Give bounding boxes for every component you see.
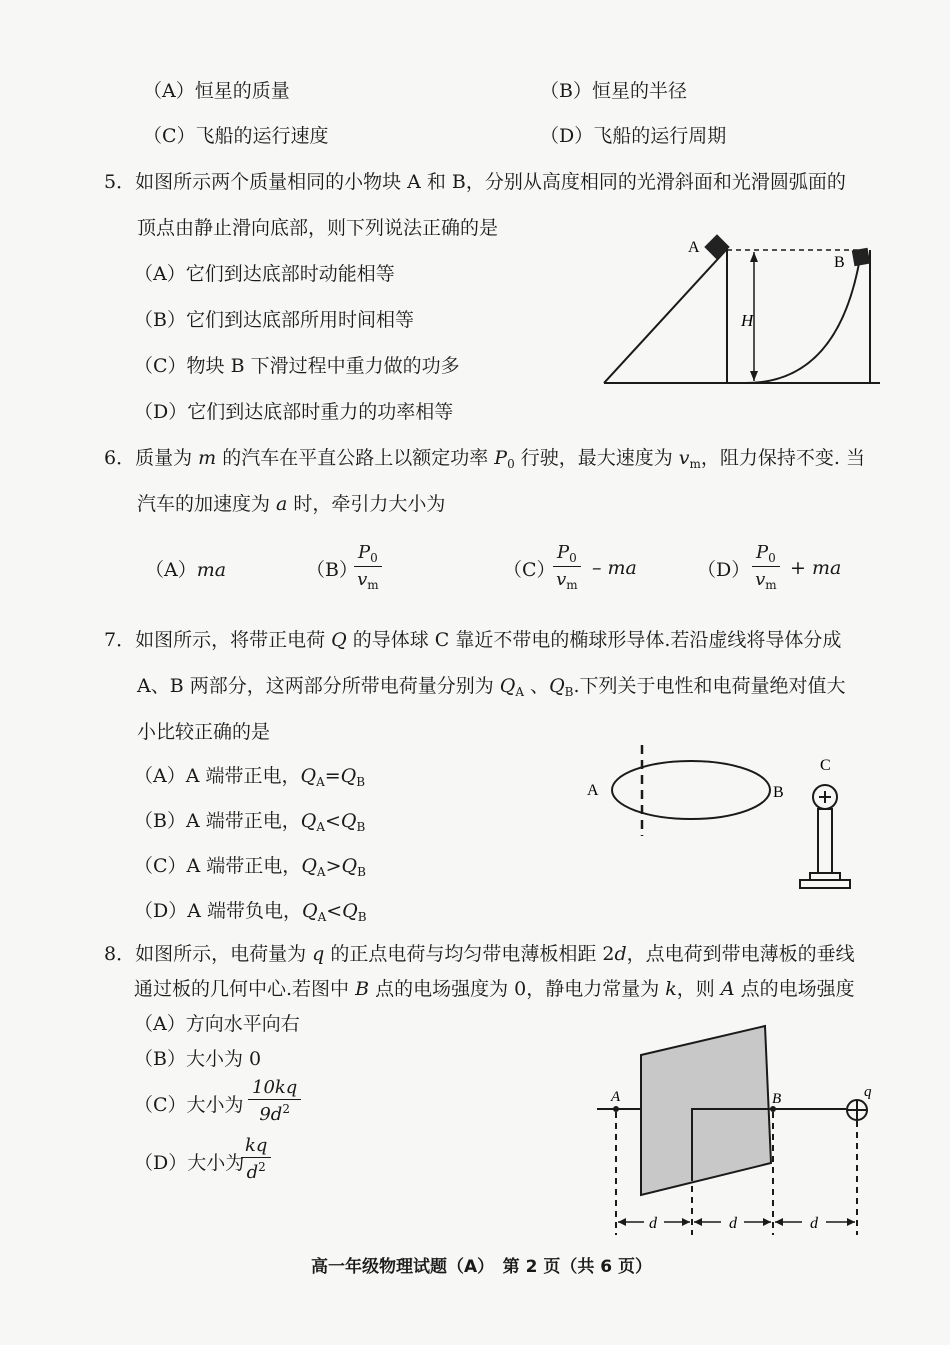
q6-option-b-label: （B） bbox=[306, 559, 358, 581]
q6-option-b-fraction: $\frac{P_0}{v_m}$ bbox=[354, 542, 382, 592]
q6-stem-line2: 汽车的加速度为 a 时，牵引力大小为 bbox=[137, 493, 446, 515]
q7-stem-line3: 小比较正确的是 bbox=[137, 721, 271, 743]
q5-option-c: （C）物块 B 下滑过程中重力做的功多 bbox=[134, 355, 460, 377]
q6-option-c-tail: – ma bbox=[592, 557, 637, 579]
q8-label-d2: d bbox=[729, 1215, 737, 1232]
q7-label-a: A bbox=[587, 782, 599, 799]
q7-option-d: （D）A 端带负电，$Q_A<Q_B$ bbox=[134, 900, 367, 924]
q5-option-d: （D）它们到达底部时重力的功率相等 bbox=[134, 401, 454, 423]
q5-stem-line1: 5．如图所示两个质量相同的小物块 A 和 B，分别从高度相同的光滑斜面和光滑圆弧面的 bbox=[104, 171, 846, 193]
q8-label-q: q bbox=[864, 1084, 872, 1100]
q6-option-d-fraction: $\frac{P_0}{v_m}$ bbox=[752, 542, 780, 592]
q5-option-a: （A）它们到达底部时动能相等 bbox=[134, 263, 395, 285]
q7-option-a: （A）A 端带正电，$Q_A=Q_B$ bbox=[134, 765, 366, 789]
q8-label-b: B bbox=[772, 1091, 782, 1107]
q8-charged-plate bbox=[641, 1026, 771, 1195]
q8-label-a: A bbox=[611, 1089, 621, 1105]
q8-option-b: （B）大小为 0 bbox=[134, 1048, 262, 1070]
q5-option-b: （B）它们到达底部所用时间相等 bbox=[134, 309, 414, 331]
q7-label-c: C bbox=[820, 757, 831, 774]
q8-label-d1: d bbox=[649, 1215, 657, 1232]
q6-option-d-label: （D） bbox=[697, 559, 751, 581]
q6-option-c-label: （C） bbox=[503, 559, 556, 581]
q6-option-a: （A）ma bbox=[145, 559, 227, 581]
q6-option-d-tail: + ma bbox=[790, 557, 842, 579]
q8-option-d-label: （D）大小为 bbox=[134, 1152, 245, 1174]
q5-label-h: H bbox=[741, 311, 754, 330]
q5-stem-line2: 顶点由静止滑向底部，则下列说法正确的是 bbox=[137, 217, 499, 239]
q8-option-d-fraction: $\frac{kq}{d^2}$ bbox=[241, 1135, 271, 1183]
q5-label-b: B bbox=[834, 254, 845, 271]
q4-option-d: （D）飞船的运行周期 bbox=[540, 125, 727, 147]
q6-option-c-fraction: $\frac{P_0}{v_m}$ bbox=[553, 542, 581, 592]
q5-label-a: A bbox=[688, 239, 700, 256]
q8-stem-line1: 8．如图所示，电荷量为 q 的正点电荷与均匀带电薄板相距 2d，点电荷到带电薄板的垂线 bbox=[104, 943, 855, 965]
q4-option-a: （A）恒星的质量 bbox=[143, 80, 290, 102]
q8-option-a: （A）方向水平向右 bbox=[134, 1013, 300, 1035]
q8-point-a bbox=[613, 1106, 619, 1112]
q7-option-b: （B）A 端带正电，$Q_A<Q_B$ bbox=[134, 810, 366, 834]
page-footer: 高一年级物理试题（A） 第 2 页（共 6 页） bbox=[311, 1257, 652, 1277]
q4-option-b: （B）恒星的半径 bbox=[540, 80, 687, 102]
q8-option-c-fraction: $\frac{10kq}{9d^2}$ bbox=[248, 1077, 301, 1125]
q8-label-d3: d bbox=[810, 1215, 818, 1232]
q8-option-c-label: （C）大小为 bbox=[134, 1094, 244, 1116]
q7-stem-line2: A、B 两部分，这两部分所带电荷量分别为 $Q_A$ 、$Q_B$.下列关于电性和电荷量绝对值大 bbox=[137, 675, 846, 699]
q7-label-b: B bbox=[773, 784, 784, 801]
q7-option-c: （C）A 端带正电，$Q_A>Q_B$ bbox=[134, 855, 366, 879]
q6-stem-line1: 6．质量为 m 的汽车在平直公路上以额定功率 $P_0$ 行驶，最大速度为 $v_m$，阻力保持不变. 当 bbox=[104, 447, 866, 471]
q7-stem-line1: 7．如图所示，将带正电荷 Q 的导体球 C 靠近不带电的椭球形导体.若沿虚线将导体分成 bbox=[104, 629, 842, 651]
q8-stem-line2: 通过板的几何中心.若图中 B 点的电场强度为 0，静电力常量为 k，则 A 点的电场强度 bbox=[134, 978, 855, 1000]
q4-option-c: （C）飞船的运行速度 bbox=[143, 125, 329, 147]
